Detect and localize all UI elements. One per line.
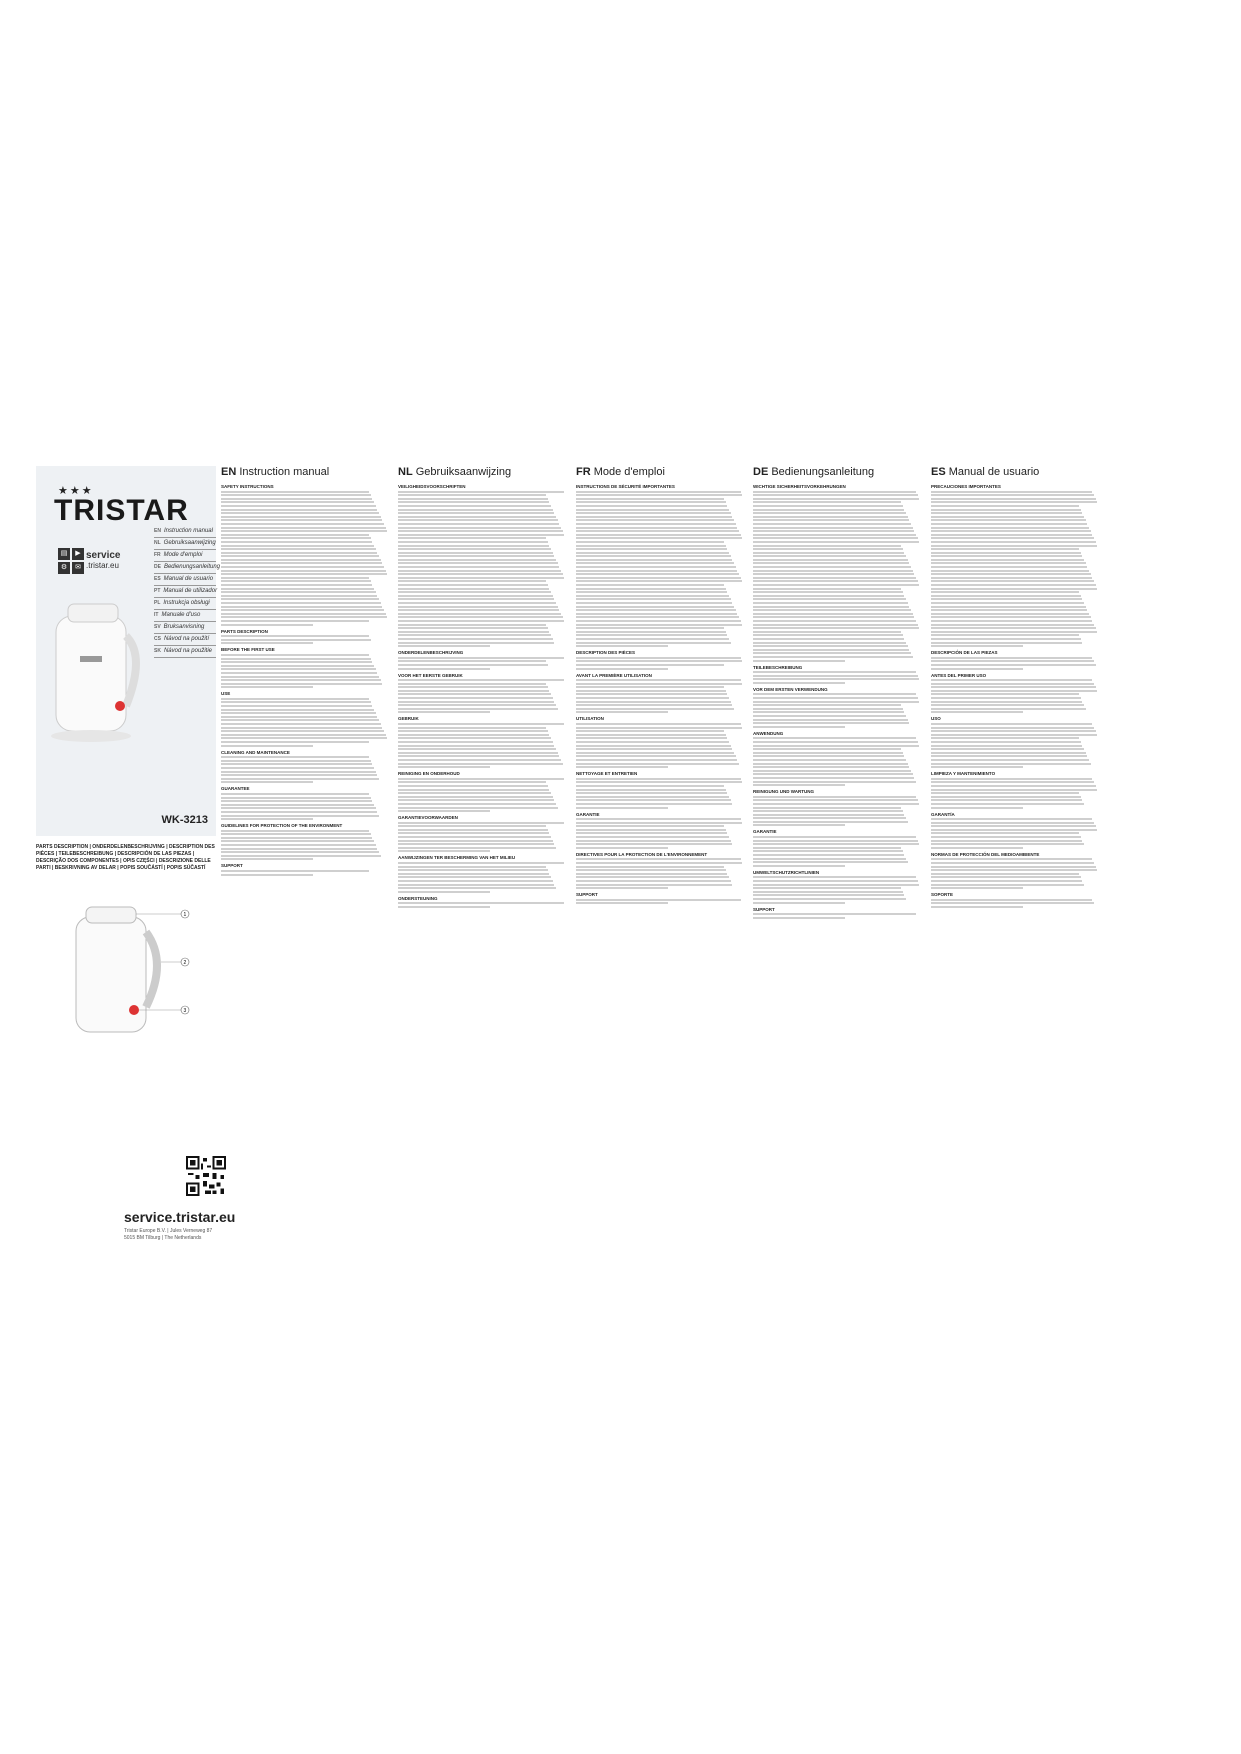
section-body <box>576 491 744 648</box>
manual-column-de <box>753 466 921 920</box>
parts-diagram <box>66 902 196 1052</box>
section-heading: INSTRUCTIONS DE SÉCURITÉ IMPORTANTES <box>576 484 675 489</box>
section-heading: GUARANTEE <box>221 786 250 792</box>
document-icon: ▤ <box>58 548 70 560</box>
section-heading: UTILISATION <box>576 716 604 722</box>
section-body <box>753 671 921 684</box>
manual-column-nl <box>398 466 566 910</box>
cover-language-es: ES Manual de usuario <box>154 574 216 586</box>
callout-2: 2 <box>183 960 187 966</box>
section-heading: SUPPORT <box>221 863 243 869</box>
section-body <box>398 778 566 812</box>
service-label: service .tristar.eu <box>86 550 121 570</box>
column-title: EN Instruction manual <box>221 466 330 478</box>
section-heading: DIRECTIVES POUR LA PROTECTION DE L'ENVIRONNEMENT <box>576 851 708 857</box>
cover-language-nl: NL Gebruiksaanwijzing <box>154 538 216 550</box>
section-body <box>576 818 744 849</box>
cover-language-cs: CS Návod na použití <box>154 634 216 646</box>
section-heading: LIMPIEZA Y MANTENIMIENTO <box>931 771 996 777</box>
company-address: Tristar Europe B.V. | Jules Verneweg 87 5015 BM Tilburg | The Netherlands <box>124 1228 213 1241</box>
section-body <box>221 756 389 783</box>
section-heading: VEILIGHEIDSVOORSCHRIFTEN <box>398 484 466 489</box>
gear-icon: ⚙ <box>58 562 70 574</box>
section-heading: TEILEBESCHREIBUNG <box>753 664 803 670</box>
section-body <box>576 899 744 905</box>
cover-language-sk: SK Návod na použitie <box>154 646 216 658</box>
section-heading: PARTS DESCRIPTION <box>221 628 268 634</box>
section-body <box>221 830 389 861</box>
section-heading: ONDERSTEUNING <box>398 895 438 901</box>
section-body <box>576 723 744 768</box>
section-heading: DESCRIPTION DES PIÈCES <box>576 650 636 656</box>
model-number: WK-3213 <box>161 814 208 826</box>
section-body <box>221 635 389 644</box>
section-heading: PRECAUCIONES IMPORTANTES <box>931 484 1001 489</box>
section-heading: USO <box>931 716 941 722</box>
section-body <box>398 862 566 893</box>
section-heading: GARANTÍA <box>931 811 955 817</box>
section-heading: DESCRIPCIÓN DE LAS PIEZAS <box>931 650 998 656</box>
section-heading: GARANTIE <box>753 829 777 835</box>
callout-1: 1 <box>183 912 187 918</box>
section-heading: AVANT LA PREMIÈRE UTILISATION <box>576 672 652 678</box>
qr-code <box>186 1156 226 1196</box>
section-body <box>398 723 566 768</box>
manual-column-es <box>931 466 1099 910</box>
section-heading: ANWENDUNG <box>753 730 784 736</box>
cover-language-pt: PT Manual de utilizador <box>154 586 216 598</box>
section-heading: GUIDELINES FOR PROTECTION OF THE ENVIRONMENT <box>221 823 343 829</box>
section-heading: REINIGING EN ONDERHOUD <box>398 771 460 777</box>
section-heading: BEFORE THE FIRST USE <box>221 647 275 653</box>
section-heading: USE <box>221 691 231 697</box>
section-body <box>931 679 1099 713</box>
section-body <box>931 491 1099 648</box>
cover-panel <box>36 466 221 836</box>
section-body <box>753 737 921 786</box>
language-list <box>154 526 221 658</box>
section-heading: SOPORTE <box>931 892 954 898</box>
section-heading: NETTOYAGE ET ENTRETIEN <box>576 771 638 777</box>
section-heading: REINIGUNG UND WARTUNG <box>753 789 814 795</box>
section-heading: SUPPORT <box>753 906 775 912</box>
section-body <box>398 657 566 670</box>
section-body <box>931 723 1099 768</box>
service-url[interactable]: service.tristar.eu <box>124 1209 236 1225</box>
chat-icon: ✉ <box>72 562 84 574</box>
cover-language-pl: PL Instrukcja obsługi <box>154 598 216 610</box>
manual-column-en <box>221 466 389 877</box>
manual-column-fr <box>576 466 744 906</box>
section-body <box>753 913 921 919</box>
cover-language-fr: FR Mode d'emploi <box>154 550 216 562</box>
column-title: NL Gebruiksaanwijzing <box>398 466 512 478</box>
section-body <box>221 793 389 820</box>
section-body <box>221 491 389 626</box>
section-body <box>931 899 1099 908</box>
section-body <box>753 491 921 662</box>
section-body <box>753 693 921 727</box>
section-heading: GARANTIE <box>576 811 600 817</box>
parts-heading: PARTS DESCRIPTION | ONDERDELENBESCHRIJVING | DESCRIPTION DES PIÈCES | TEILEBESCHREIBUNG | DESCRIPCIÓN DE LAS PIEZAS | DESCRIÇÃO DOS COMPONENTES | OPIS CZĘŚCI | DESCRIZIONE DELLE PARTI | BESKRIVNING AV DELAR | POPIS SOUČÁSTÍ | POPIS SÚČASTÍ <box>36 844 215 871</box>
section-body <box>753 796 921 827</box>
section-heading: GEBRUIK <box>398 716 419 722</box>
section-heading: ANTES DEL PRIMER USO <box>931 672 987 678</box>
cover-language-en: EN Instruction manual <box>154 526 216 538</box>
section-body <box>398 491 566 648</box>
section-body <box>576 657 744 670</box>
cover-language-de: DE Bedienungsanleitung <box>154 562 216 574</box>
section-heading: VOR DEM ERSTEN VERWENDUNG <box>753 686 828 692</box>
section-body <box>398 822 566 853</box>
section-heading: ONDERDELENBESCHRIJVING <box>398 650 464 656</box>
section-body <box>931 818 1099 849</box>
section-body <box>576 679 744 713</box>
section-heading: VOOR HET EERSTE GEBRUIK <box>398 672 463 678</box>
section-body <box>221 870 389 876</box>
manual-sheet <box>36 466 1206 1306</box>
cover-language-sv: SV Bruksanvisning <box>154 622 216 634</box>
section-heading: SUPPORT <box>576 892 598 898</box>
column-title: ES Manual de usuario <box>931 466 1040 478</box>
section-heading: CLEANING AND MAINTENANCE <box>221 749 290 755</box>
section-body <box>753 876 921 903</box>
section-body <box>398 679 566 713</box>
column-title: FR Mode d'emploi <box>576 466 665 478</box>
section-body <box>931 657 1099 670</box>
section-heading: WICHTIGE SICHERHEITSVORKEHRUNGEN <box>753 484 846 489</box>
service-icons <box>58 548 84 574</box>
section-body <box>576 858 744 889</box>
section-heading: AANWIJZINGEN TER BESCHERMING VAN HET MILIEU <box>398 855 516 861</box>
callout-3: 3 <box>183 1008 187 1014</box>
cover-language-it: IT Manuale d'uso <box>154 610 216 622</box>
section-heading: UMWELTSCHUTZRICHTLINIEN <box>753 869 820 875</box>
section-heading: GARANTIEVOORWAARDEN <box>398 815 458 821</box>
brand-stars: ★★★ <box>58 485 94 497</box>
video-icon: ▶ <box>72 548 84 560</box>
kettle-image <box>48 596 148 746</box>
column-title: DE Bedienungsanleitung <box>753 466 875 478</box>
section-body <box>576 778 744 809</box>
section-heading: NORMAS DE PROTECCIÓN DEL MEDIOAMBIENTE <box>931 851 1040 857</box>
section-body <box>931 858 1099 889</box>
brand-logo: TRISTAR <box>54 494 189 527</box>
section-body <box>221 698 389 747</box>
section-body <box>398 902 566 908</box>
section-body <box>221 654 389 688</box>
section-body <box>931 778 1099 809</box>
section-body <box>753 836 921 867</box>
section-heading: SAFETY INSTRUCTIONS <box>221 484 274 489</box>
